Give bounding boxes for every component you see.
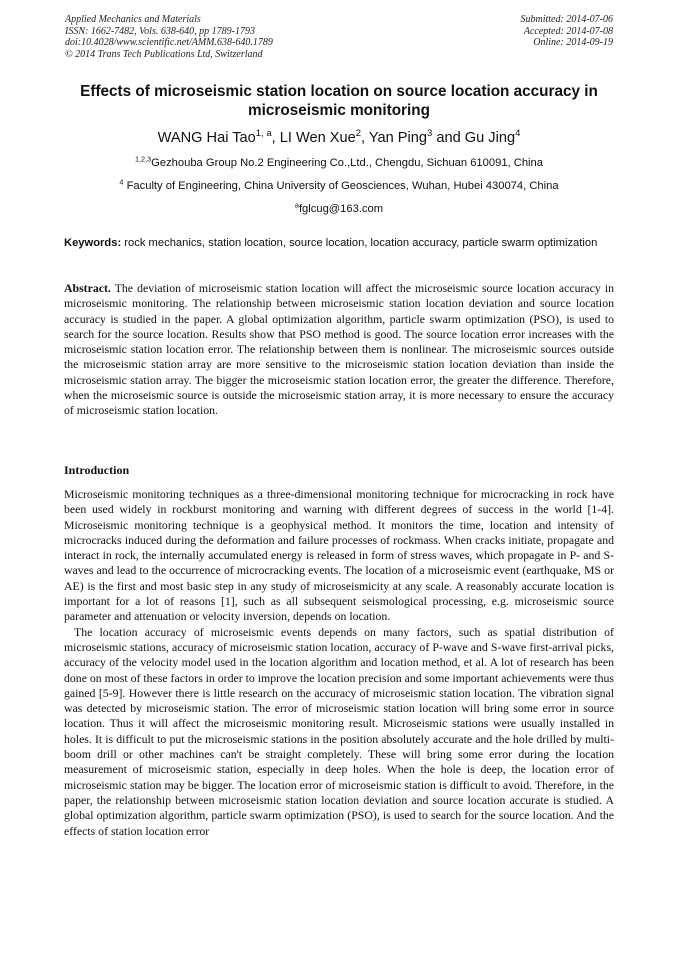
journal-copyright: © 2014 Trans Tech Publications Ltd, Switzerland <box>65 48 263 60</box>
journal-name: Applied Mechanics and Materials <box>65 14 201 25</box>
keywords-label: Keywords: <box>64 237 122 249</box>
journal-info <box>65 14 273 60</box>
affiliation-1: $^{1,2,3}$Gezhouba Group No.2 Engineering Co.,Ltd., Chengdu, Sichuan 610091, China <box>134 154 543 169</box>
paragraph: The location accuracy of microseismic events depends on many factors, such as spatial distribution of microseismic stations, accuracy of microseismic station location, accuracy of P-wave and S-wave first-arrival picks, accuracy of the velocity model used in the location algorithm and location method, et al. A lot of research has been done on most of these factors in order to improve the location precision and some important achievements were thus gained [5-9]. However there is little research on the accuracy of microseismic station location. The vibration signal was detected by microseismic station. The error of microseismic station location will bring some error in source location. Thus it will affect the microseismic monitoring result. Microseismic stations were usually installed in holes. It is difficult to put the microseismic stations in the position absolutely accurate and the hole drilled by multi-boom drill or other machines can't be straight completely. These will bring some error during the location measurement of microseismic station, especially in deep holes. When the hole is deep, the location error of microseismic station may be bigger. The location error of microseismic station is difficult to avoid. Therefore, in the paper, the relationship between microseismic station location deviation and source location accurate is studied. A global optimization algorithm, particle swarm optimization (PSO), is used to search for the source location. And the effects of station location error <box>64 624 614 838</box>
author-email: $^a$fglcug@163.com <box>294 200 384 215</box>
author-name: Yan Ping <box>368 130 428 146</box>
accepted-date: Accepted: 2014-07-08 <box>523 25 613 37</box>
author-list: WANG Hai Tao$^{1, a}$, LI Wen Xue$^2$, Yan Ping$^3$ and Gu Jing$^4$ <box>157 128 521 146</box>
keywords <box>64 237 614 251</box>
author-name: WANG Hai Tao <box>157 130 256 146</box>
paper-title: Effects of microseismic station location on source location accuracy in microseismic monitoring <box>80 83 598 119</box>
author-marker: 2 <box>355 128 361 140</box>
abstract <box>64 281 614 419</box>
keywords-text: rock mechanics, station location, source location, location accuracy, particle swarm optimization <box>121 237 598 249</box>
abstract-label: Abstract. <box>64 281 111 295</box>
paragraph: Microseismic monitoring techniques as a three-dimensional monitoring technique for microcracking in rock have been used widely in rockburst monitoring and warning with different degrees of success in the world [1-4]. Microseismic monitoring technique is a geophysical method. It monitors the time, location and intensity of microcracks induced during the deformation and failure processes of rockmass. When cracks initiate, propagate and interact in rock, the internally accumulated energy is released in form of stress waves, which propagate in P- and S-waves and lead to the occurrence of microcracking events. The location of a microseismic event (earthquake, MS or AE) is the first and most basic step in any study of microseismicity at any scale. A reasonably accurate location is important for a lot of reasons [1], such as all subsequent seismological processing, e.g. microseismic source parameter and attenuation or velocity inversion, depends on location. <box>64 487 614 624</box>
submitted-date: Submitted: 2014-07-06 <box>520 14 613 25</box>
affiliation-2: $^4$ Faculty of Engineering, China University of Geosciences, Wuhan, Hubei 430074, China <box>119 177 559 192</box>
journal-doi: doi:10.4028/www.scientific.net/AMM.638-640.1789 <box>65 37 273 48</box>
author-marker: 4 <box>515 128 521 140</box>
submission-dates <box>521 14 614 49</box>
section-heading-introduction: Introduction <box>64 463 130 477</box>
author-name: Gu Jing <box>464 130 516 146</box>
online-date: Online: 2014-09-19 <box>533 37 613 48</box>
author-marker: 3 <box>427 128 433 140</box>
author-marker: 1, a <box>255 128 272 140</box>
abstract-text: The deviation of microseismic station location will affect the microseismic source location accuracy in microseismic monitoring. The relationship between microseismic station location deviation and source location accuracy is studied in the paper. A global optimization algorithm, particle swarm optimization (PSO), is used to search for the source location. Results show that PSO method is good. The source location error increases with the microseismic station location error. The relationship between them is nonlinear. The microseismic sources outside the microseismic station array are more sensitive to the microseismic station location deviation than inside the microseismic station array. The bigger the microseismic station location error, the greater the difference. Therefore, when the microseismic source is outside the microseismic station array, it is more necessary to ensure the accuracy of microseismic station location. <box>64 281 614 418</box>
journal-issn: ISSN: 1662-7482, Vols. 638-640, pp 1789-1793 <box>65 25 255 37</box>
author-name: LI Wen Xue <box>279 130 356 146</box>
introduction-body <box>64 487 614 839</box>
